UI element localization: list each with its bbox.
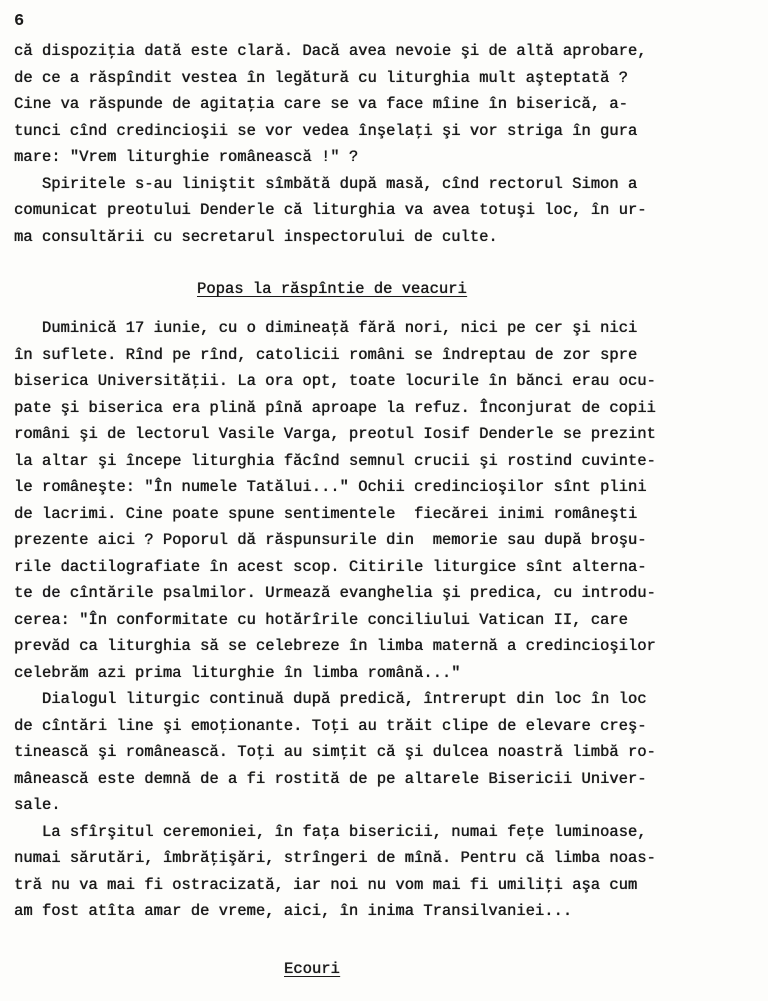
heading-ecouri: Ecouri xyxy=(284,960,340,978)
text-line: că dispoziţia dată este clară. Dacă avea nevoie şi de altă aprobare, xyxy=(14,42,647,60)
text-line: de lacrimi. Cine poate spune sentimentele fiecărei inimi româneşti xyxy=(14,504,638,523)
text-line: prevăd ca liturghia să se celebreze în limba maternă a credincioşilor xyxy=(14,637,656,655)
text-line: numai sărutări, îmbrăţişări, strîngeri de mînă. Pentru că limba noas- xyxy=(14,849,656,867)
text-line: Cine va răspunde de agitaţia care se va face mîine în biserică, a- xyxy=(14,95,628,113)
page-number: 6 xyxy=(14,12,25,31)
text-line: tinească şi românească. Toţi au simţit că şi dulcea noastră limbă ro- xyxy=(14,743,656,761)
text-line: le româneşte: "În numele Tatălui..." Ochii credincioşilor sînt plini xyxy=(14,478,647,496)
text-line: te de cîntările psalmilor. Urmează evanghelia şi predica, cu introdu- xyxy=(14,584,656,602)
text-line: prezente aici ? Poporul dă răspunsurile din memorie sau după broşu- xyxy=(14,531,647,549)
text-line: sale. xyxy=(14,796,61,814)
text-line: ma consultării cu secretarul inspectorului de culte. xyxy=(14,227,498,246)
text-line: români şi de lectorul Vasile Varga, preotul Iosif Denderle se prezint xyxy=(14,425,656,443)
text-line: comunicat preotului Denderle că liturghia va avea totuşi loc, în ur- xyxy=(14,201,647,219)
text-line: Duminică 17 iunie, cu o dimineaţă fără nori, nici pe cer şi nici xyxy=(14,319,638,337)
text-line: Dialogul liturgic continuă după predică, întrerupt din loc în loc xyxy=(14,690,647,708)
text-line: de ce a răspîndit vestea în legătură cu liturghia mult aşteptată ? xyxy=(14,68,628,87)
text-line: tră nu va mai fi ostracizată, iar noi nu vom mai fi umiliţi aşa cum xyxy=(14,875,638,894)
text-line: în suflete. Rînd pe rînd, catolicii români se îndreptau de zor spre xyxy=(14,345,638,364)
text-line: rile dactilografiate în acest scop. Citirile liturgice sînt alterna- xyxy=(14,557,647,576)
text-line: tunci cînd credincioşii se vor vedea înşelaţi şi vor striga în gura xyxy=(14,121,638,140)
text-line: pate şi biserica era plină pînă aproape la refuz. Înconjurat de copii xyxy=(14,398,656,417)
text-line: mânească este demnă de a fi rostită de pe altarele Bisericii Univer- xyxy=(14,769,647,788)
text-line: cerea: "În conformitate cu hotărîrile conciliului Vatican II, care xyxy=(14,610,628,629)
text-line: la altar şi începe liturghia făcînd semnul crucii şi rostind cuvinte- xyxy=(14,451,656,470)
text-line: celebrăm azi prima liturghie în limba română..." xyxy=(14,663,461,682)
text-line: biserica Universităţii. La ora opt, toate locurile în bănci erau ocu- xyxy=(14,372,656,390)
text-line: Spiritele s-au liniştit sîmbătă după masă, cînd rectorul Simon a xyxy=(14,174,638,193)
text-line: mare: "Vrem liturghie românească !" ? xyxy=(14,148,359,166)
text-line: de cîntări line şi emoţionante. Toţi au trăit clipe de elevare creş- xyxy=(14,716,647,735)
text-line: La sfîrşitul ceremoniei, în faţa bisericii, numai feţe luminoase, xyxy=(14,822,647,841)
text-line: am fost atîta amar de vreme, aici, în inima Transilvaniei... xyxy=(14,902,573,920)
heading-popas: Popas la răspîntie de veacuri xyxy=(197,280,467,298)
